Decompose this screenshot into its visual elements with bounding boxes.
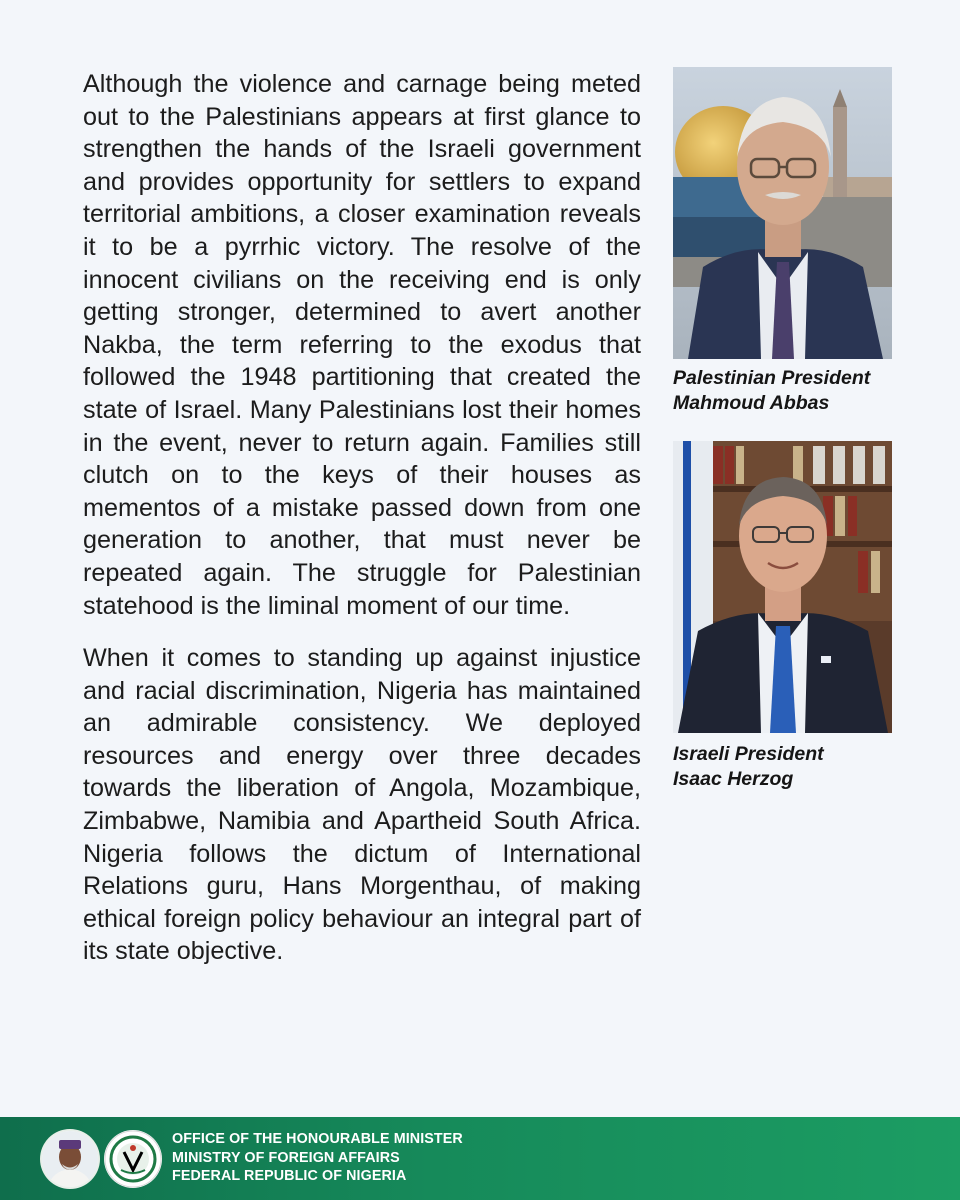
article-body bbox=[83, 68, 641, 988]
ministry-seal-logo bbox=[104, 1130, 162, 1188]
office-line-2: MINISTRY OF FOREIGN AFFAIRS bbox=[172, 1149, 400, 1166]
caption-title: Israeli President bbox=[673, 743, 824, 765]
caption-name: Isaac Herzog bbox=[673, 768, 794, 790]
caption-isaac-herzog bbox=[673, 742, 913, 792]
caption-mahmoud-abbas bbox=[673, 366, 913, 416]
article-paragraph-2: When it comes to standing up against injustice and racial discrimination, Nigeria has maintained an admirable consistency. We deployed resources and energy over three decades towards the liberation of Angola, Mozambique, Zimbabwe, Namibia and Apartheid South Africa. Nigeria follows the dictum of International Relations guru, Hans Morgenthau, of making ethical foreign policy behaviour an integral part of its state objective. bbox=[83, 644, 641, 966]
article-paragraph-1: Although the violence and carnage being meted out to the Palestinians appears at first glance to strengthen the hands of the Israeli government and provides opportunity for settlers to expand territorial ambitions, a closer examination reveals it to be a pyrrhic victory. The resolve of the innocent civilians on the receiving end is only getting stronger, determined to avert another Nakba, the term referring to the exodus that followed the 1948 partitioning that created the state of Israel. Many Palestinians lost their homes in the event, never to return again. Families still clutch on to the keys of their houses as mementos of a mistake passed down from one generation to another, that must never be repeated again. The struggle for Palestinian statehood is the liminal moment of our time. bbox=[83, 70, 641, 620]
footer-bar bbox=[0, 1117, 960, 1200]
photo-isaac-herzog bbox=[673, 441, 892, 733]
caption-title: Palestinian President bbox=[673, 367, 871, 389]
minister-avatar bbox=[42, 1131, 98, 1187]
office-title-block bbox=[172, 1130, 463, 1186]
photo-mahmoud-abbas bbox=[673, 67, 892, 359]
caption-name: Mahmoud Abbas bbox=[673, 392, 830, 414]
office-line-3: FEDERAL REPUBLIC OF NIGERIA bbox=[172, 1168, 407, 1184]
office-line-1: OFFICE OF THE HONOURABLE MINISTER bbox=[172, 1131, 463, 1147]
